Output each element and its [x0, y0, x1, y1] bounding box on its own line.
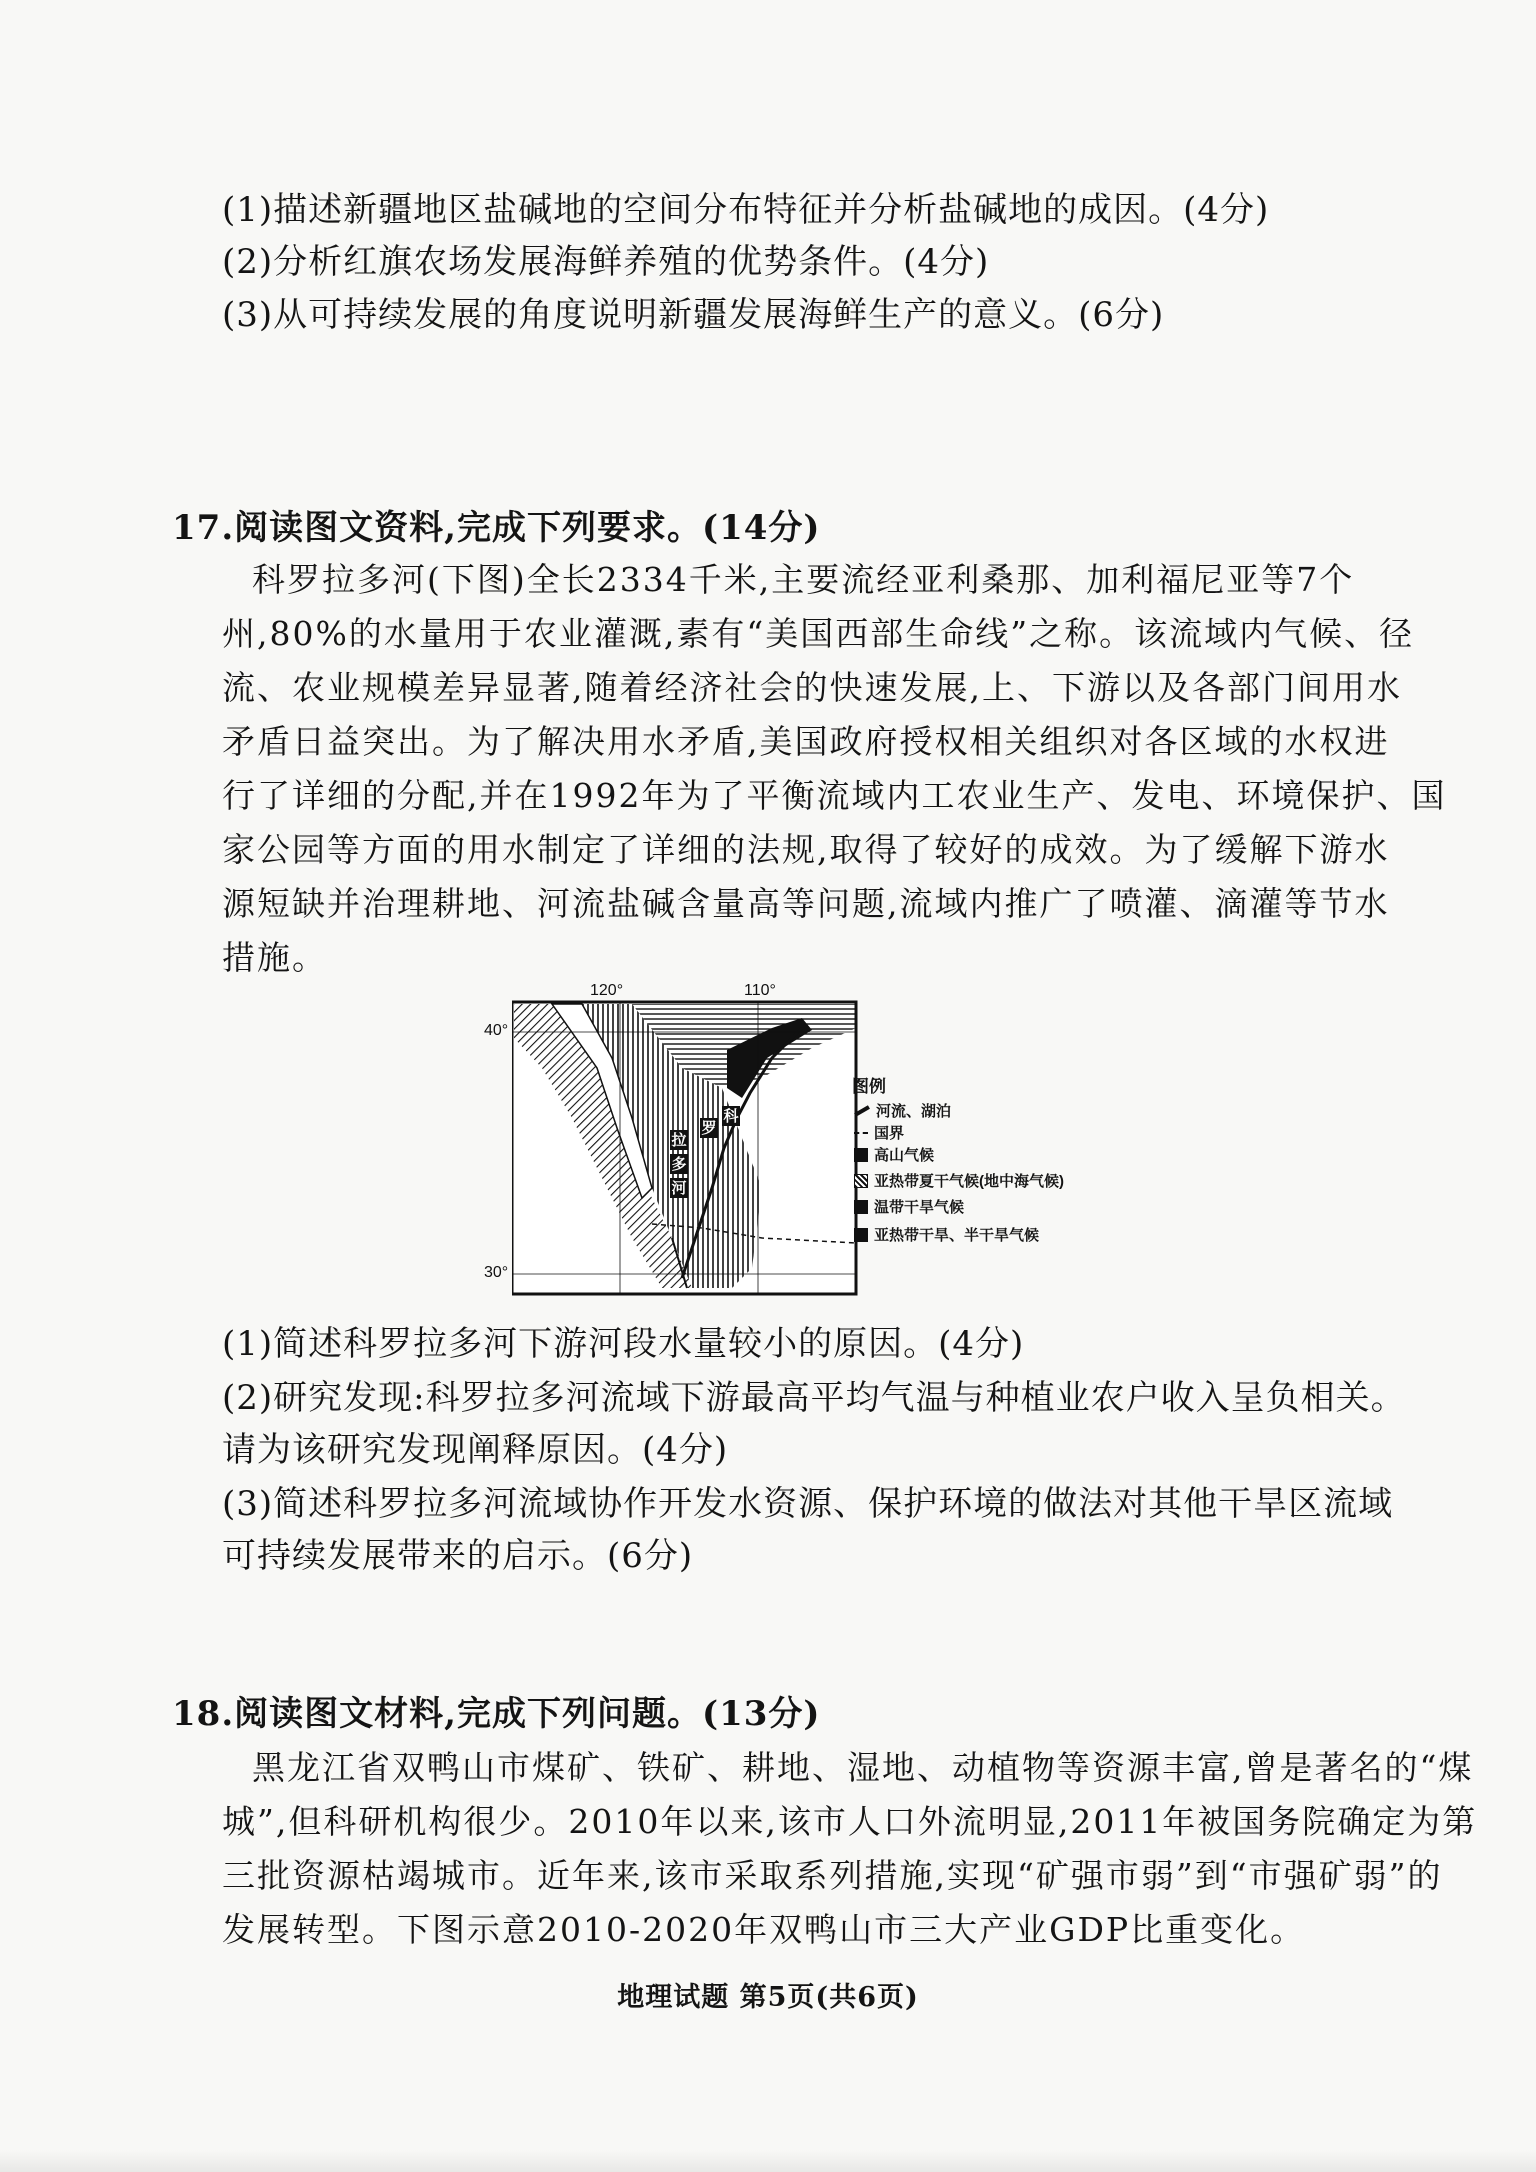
- q16-item-3: (3)从可持续发展的角度说明新疆发展海鲜生产的意义。(6分): [222, 295, 1165, 335]
- solid-swatch-icon: [854, 1148, 868, 1162]
- legend-item-subtropical-arid: 亚热带干旱、半干旱气候: [854, 1224, 1039, 1245]
- q17-item-3: (3)简述科罗拉多河流域协作开发水资源、保护环境的做法对其他干旱区流域: [222, 1484, 1394, 1524]
- scan-edge: [0, 2150, 1536, 2172]
- lat-label-40: 40°: [484, 1022, 509, 1039]
- q17-paragraph-line: 科罗拉多河(下图)全长2334千米,主要流经亚利桑那、加利福尼亚等7个: [252, 560, 1355, 599]
- legend-item-border: 国界: [854, 1122, 904, 1143]
- map-graphic: [512, 988, 1112, 1308]
- q17-paragraph-line: 家公园等方面的用水制定了详细的法规,取得了较好的成效。为了缓解下游水: [222, 830, 1390, 869]
- q18-heading: 18.阅读图文材料,完成下列问题。(13分): [172, 1694, 821, 1734]
- page-footer: 地理试题 第5页(共6页): [617, 1982, 919, 2013]
- colorado-river-map: [484, 982, 1112, 1308]
- lon-label-110: 110°: [744, 982, 776, 999]
- river-icon: [854, 1105, 870, 1116]
- q16-item-1: (1)描述新疆地区盐碱地的空间分布特征并分析盐碱地的成因。(4分): [222, 190, 1270, 230]
- border-icon: [854, 1132, 868, 1134]
- hatch-swatch-icon: [854, 1174, 868, 1188]
- q16-item-2: (2)分析红旗农场发展海鲜养殖的优势条件。(4分): [222, 242, 990, 282]
- legend-title: 图例: [852, 1077, 886, 1096]
- q17-item-2: (2)研究发现:科罗拉多河流域下游最高平均气温与种植业农户收入呈负相关。: [222, 1378, 1406, 1418]
- legend-item-river: 河流、湖泊: [854, 1100, 951, 1121]
- lon-label-120: 120°: [590, 982, 624, 999]
- river-name-char: 拉: [671, 1131, 687, 1149]
- q17-paragraph-line: 源短缺并治理耕地、河流盐碱含量高等问题,流域内推广了喷灌、滴灌等节水: [222, 884, 1390, 923]
- q17-item-2-cont: 请为该研究发现阐释原因。(4分): [222, 1430, 729, 1470]
- q18-paragraph-line: 城”,但科研机构很少。2010年以来,该市人口外流明显,2011年被国务院确定为第: [222, 1802, 1478, 1841]
- q17-paragraph-line: 州,80%的水量用于农业灌溉,素有“美国西部生命线”之称。该流域内气候、径: [222, 614, 1415, 653]
- q17-paragraph-line: 行了详细的分配,并在1992年为了平衡流域内工农业生产、发电、环境保护、国: [222, 776, 1447, 815]
- river-name-char: 河: [671, 1179, 687, 1197]
- q17-paragraph-line: 流、农业规模差异显著,随着经济社会的快速发展,上、下游以及各部门间用水: [222, 668, 1402, 707]
- q17-paragraph-line: 矛盾日益突出。为了解决用水矛盾,美国政府授权相关组织对各区域的水权进: [222, 722, 1390, 761]
- solid-swatch-icon: [854, 1200, 868, 1214]
- solid-swatch-icon: [854, 1228, 868, 1242]
- legend-item-alpine: 高山气候: [854, 1144, 934, 1165]
- legend-item-temperate-arid: 温带干旱气候: [854, 1196, 964, 1217]
- q17-paragraph-line: 措施。: [222, 938, 327, 977]
- lat-label-30: 30°: [484, 1264, 509, 1281]
- q17-item-1: (1)简述科罗拉多河下游河段水量较小的原因。(4分): [222, 1324, 1025, 1364]
- river-name-char: 罗: [701, 1119, 717, 1137]
- river-name-char: 多: [671, 1155, 687, 1173]
- q18-paragraph-line: 发展转型。下图示意2010-2020年双鸭山市三大产业GDP比重变化。: [222, 1910, 1306, 1949]
- q18-paragraph-line: 三批资源枯竭城市。近年来,该市采取系列措施,实现“矿强市弱”到“市强矿弱”的: [222, 1856, 1443, 1895]
- river-name-char: 科: [723, 1107, 739, 1125]
- q17-item-3-cont: 可持续发展带来的启示。(6分): [222, 1536, 694, 1576]
- legend-item-mediterranean: 亚热带夏干气候(地中海气候): [854, 1170, 1064, 1191]
- q18-paragraph-line: 黑龙江省双鸭山市煤矿、铁矿、耕地、湿地、动植物等资源丰富,曾是著名的“煤: [252, 1748, 1474, 1787]
- q17-heading: 17.阅读图文资料,完成下列要求。(14分): [172, 508, 821, 548]
